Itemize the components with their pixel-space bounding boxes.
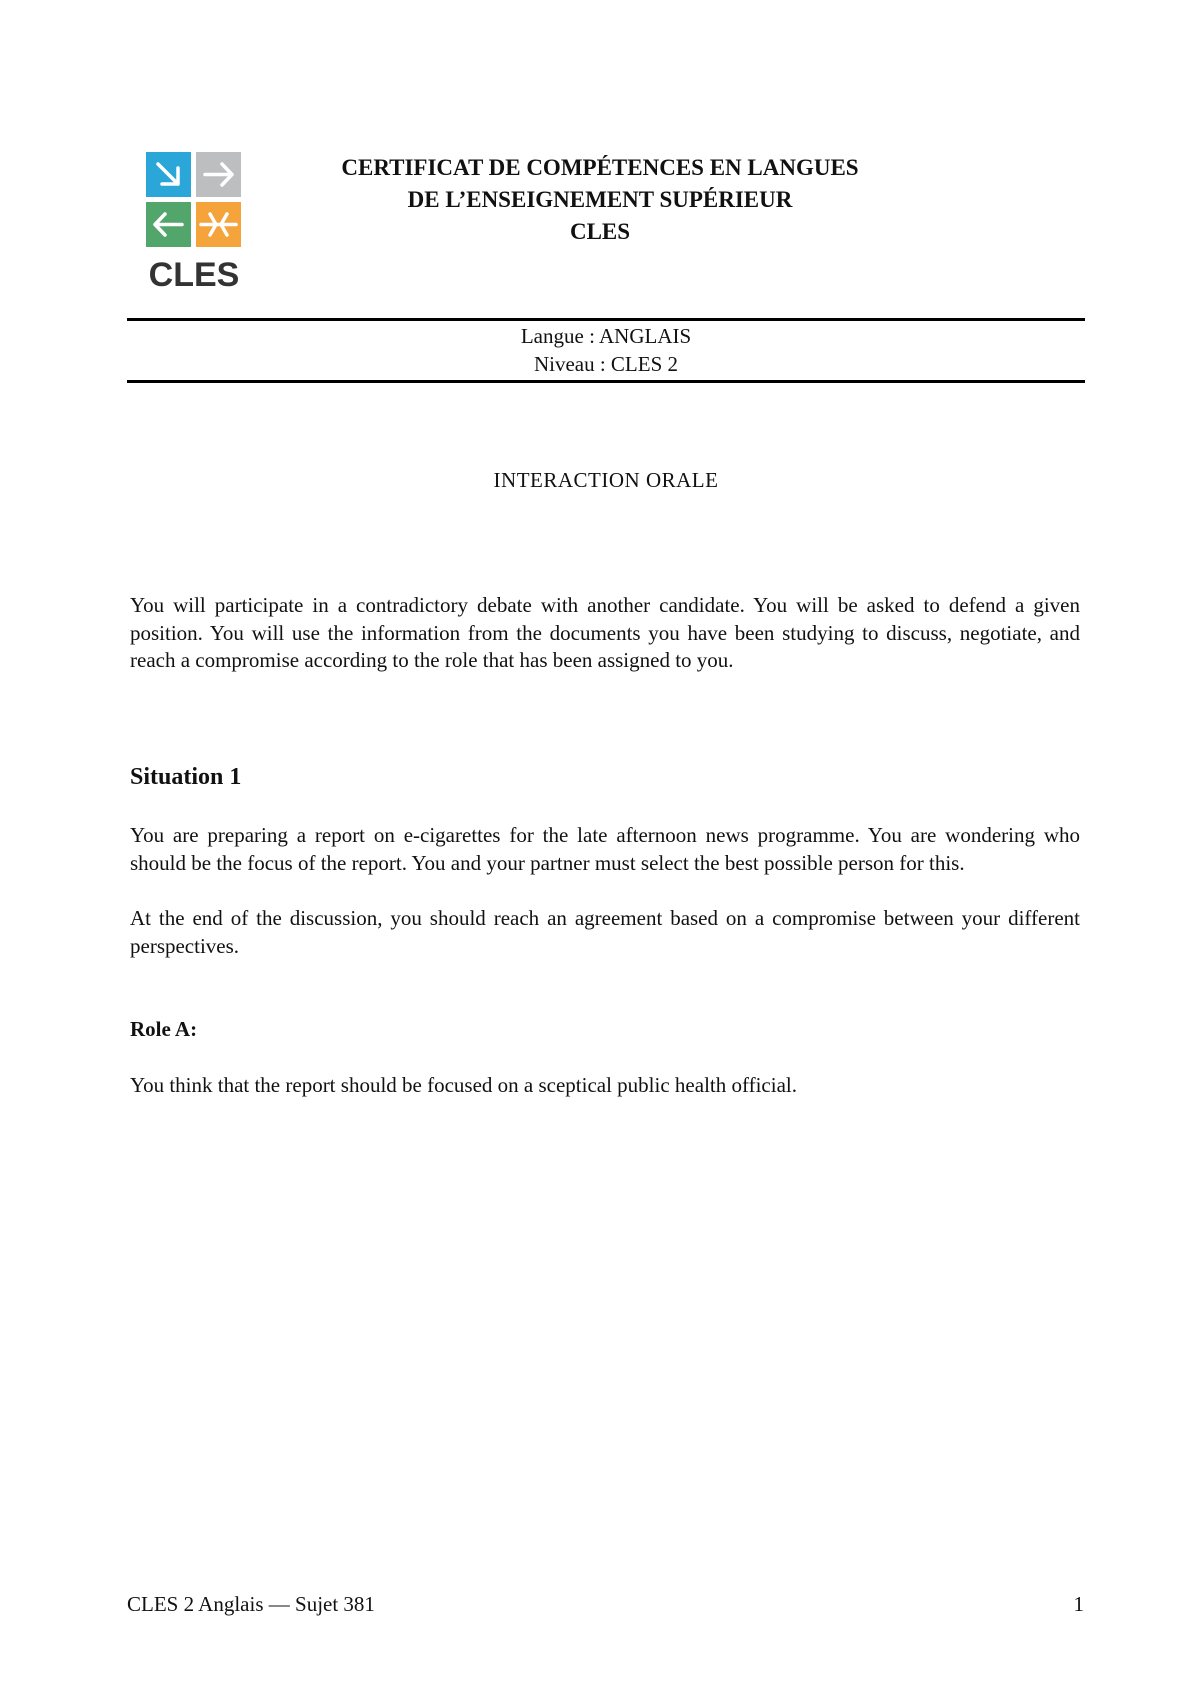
situation-paragraph-2: At the end of the discussion, you should reach an agreement based on a compromise between your different perspectives.	[130, 906, 1080, 958]
role-heading: Role A:	[130, 1017, 198, 1041]
top-rule	[127, 318, 1085, 321]
niveau-line: Niveau : CLES 2	[533, 352, 679, 376]
arrows-converge-icon	[196, 202, 241, 247]
page-number: 1	[1073, 1592, 1084, 1616]
arrow-right-icon	[196, 152, 241, 197]
langue-line: Langue : ANGLAIS	[520, 324, 692, 348]
cles-logo	[146, 152, 246, 292]
header-title-line-1: CERTIFICAT DE COMPÉTENCES EN LANGUES	[341, 155, 859, 180]
situation-paragraph-1: You are preparing a report on e-cigarettes for the late afternoon news programme. You are wondering who should be the focus of the report. You and your partner must select the best possible person for this.	[130, 823, 1080, 875]
section-title: INTERACTION ORALE	[493, 468, 719, 492]
footer-subject: CLES 2 Anglais — Sujet 381	[127, 1592, 375, 1616]
header-title-line-3: CLES	[569, 219, 631, 244]
logo-text: CLES	[148, 256, 240, 292]
situation-heading: Situation 1	[130, 764, 242, 790]
role-text: You think that the report should be focused on a sceptical public health official.	[130, 1073, 797, 1097]
arrow-down-right-icon	[146, 152, 191, 197]
bottom-rule	[127, 380, 1085, 383]
intro-paragraph: You will participate in a contradictory debate with another candidate. You will be asked to defend a given position. You will use the information from the documents you have been studying to discuss, negotiate, and reach a compromise according to the role that has been assigned to you.	[130, 593, 1080, 672]
header-title-line-2: DE L’ENSEIGNEMENT SUPÉRIEUR	[407, 187, 793, 212]
arrow-left-icon	[146, 202, 191, 247]
